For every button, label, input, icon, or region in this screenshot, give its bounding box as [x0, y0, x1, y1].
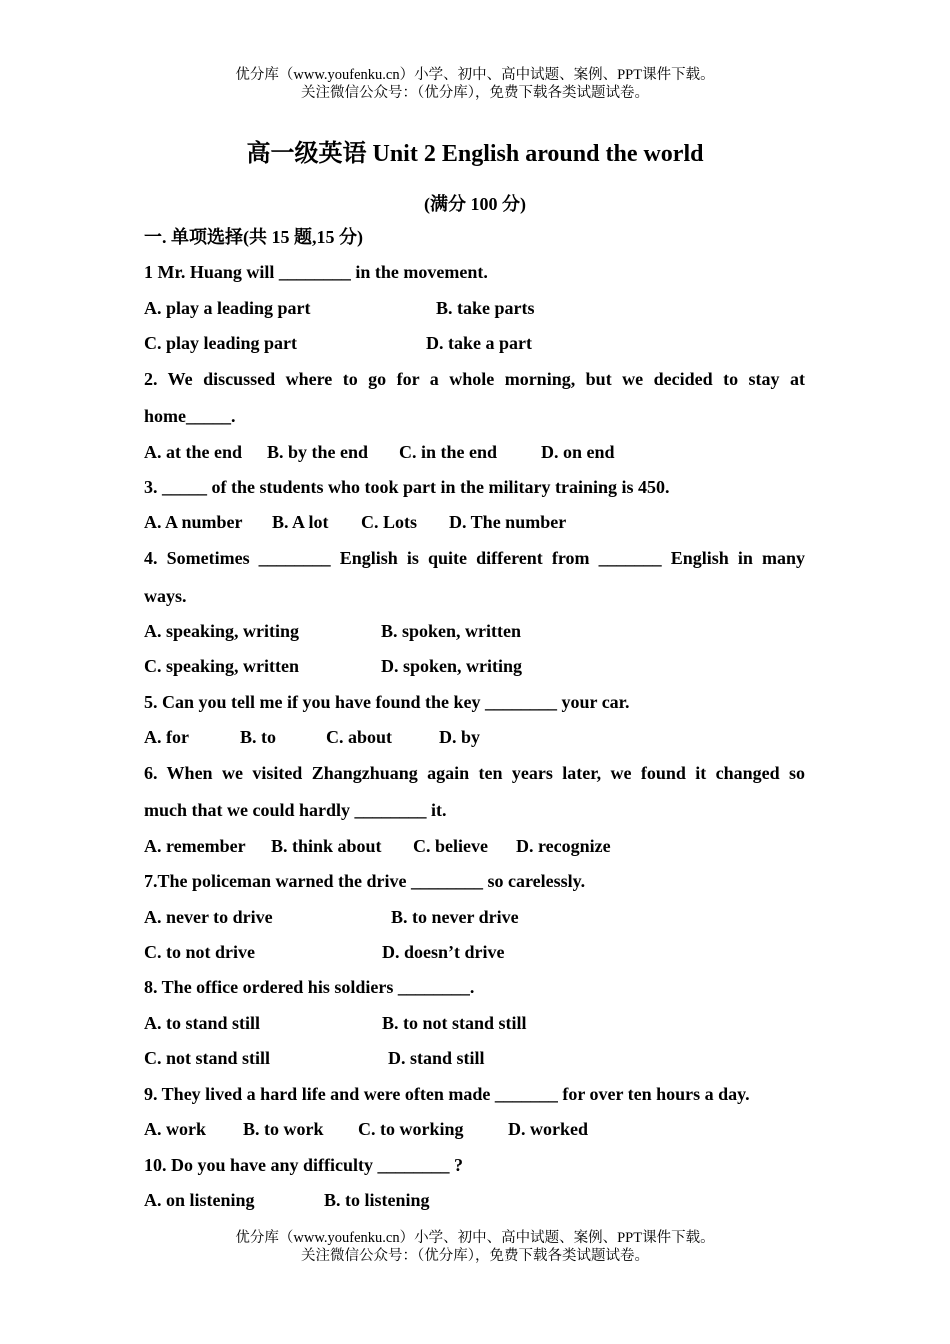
- question-9-option-d[interactable]: D. worked: [508, 1119, 588, 1139]
- question-4-option-d[interactable]: D. spoken, writing: [381, 656, 523, 676]
- question-7-option-b[interactable]: B. to never drive: [391, 907, 519, 927]
- question-9-option-c[interactable]: C. to working: [358, 1119, 464, 1139]
- question-9-option-a[interactable]: A. work: [144, 1119, 206, 1139]
- question-8-option-c[interactable]: C. not stand still: [144, 1048, 271, 1068]
- question-2-option-d[interactable]: D. on end: [541, 442, 615, 462]
- question-7-stem: 7.The policeman warned the drive ________ so carelessly.: [144, 871, 586, 891]
- question-4-option-b[interactable]: B. spoken, written: [381, 621, 522, 641]
- question-8-option-d[interactable]: D. stand still: [388, 1048, 485, 1068]
- footer-line-1: 优分库（www.youfenku.cn）小学、初中、高中试题、案例、PPT课件下载。: [235, 1230, 715, 1246]
- question-3-option-a[interactable]: A. A number: [144, 512, 243, 532]
- question-8-stem: 8. The office ordered his soldiers ________.: [144, 977, 475, 997]
- page-footer: [0, 1229, 950, 1265]
- question-10-option-a[interactable]: A. on listening: [144, 1190, 255, 1210]
- question-6-option-a[interactable]: A. remember: [144, 836, 246, 856]
- question-2-stem-line-1: 2. We discussed where to go for a whole morning, but we decided to stay at: [144, 369, 805, 389]
- question-6-option-d[interactable]: D. recognize: [516, 836, 611, 856]
- question-6-option-c[interactable]: C. believe: [413, 836, 488, 856]
- question-5-stem: 5. Can you tell me if you have found the key ________ your car.: [144, 692, 630, 712]
- question-3-option-d[interactable]: D. The number: [449, 512, 567, 532]
- question-5-option-a[interactable]: A. for: [144, 727, 189, 747]
- question-10-option-b[interactable]: B. to listening: [324, 1190, 430, 1210]
- page-title: 高一级英语 Unit 2 English around the world: [246, 141, 704, 167]
- question-7-option-d[interactable]: D. doesn’t drive: [382, 942, 505, 962]
- question-1-option-a[interactable]: A. play a leading part: [144, 298, 311, 318]
- header-line-2: 关注微信公众号：（优分库），免费下载各类试题试卷。: [301, 85, 649, 101]
- question-1-stem: 1 Mr. Huang will ________ in the movement.: [144, 262, 488, 282]
- question-6-stem-line-2: much that we could hardly ________ it.: [144, 800, 447, 820]
- question-9-stem: 9. They lived a hard life and were often made _______ for over ten hours a day.: [144, 1084, 750, 1104]
- question-8-option-b[interactable]: B. to not stand still: [382, 1013, 527, 1033]
- question-2-option-c[interactable]: C. in the end: [399, 442, 498, 462]
- section-heading: 一. 单项选择(共 15 题,15 分): [144, 227, 363, 247]
- question-2-stem-line-2: home_____.: [144, 406, 236, 426]
- question-5-option-b[interactable]: B. to: [240, 727, 276, 747]
- question-4-stem-line-1: 4. Sometimes ________ English is quite different from _______ English in many: [144, 548, 805, 568]
- question-3-option-b[interactable]: B. A lot: [272, 512, 329, 532]
- question-6-option-b[interactable]: B. think about: [271, 836, 382, 856]
- question-3-stem: 3. _____ of the students who took part in the military training is 450.: [144, 477, 670, 497]
- header-line-1: 优分库（www.youfenku.cn）小学、初中、高中试题、案例、PPT课件下载。: [235, 67, 715, 83]
- question-4-stem-line-2: ways.: [144, 586, 187, 606]
- question-2-option-b[interactable]: B. by the end: [267, 442, 369, 462]
- question-1-option-d[interactable]: D. take a part: [426, 333, 532, 353]
- question-1-option-b[interactable]: B. take parts: [436, 298, 535, 318]
- question-7-option-a[interactable]: A. never to drive: [144, 907, 273, 927]
- question-8-option-a[interactable]: A. to stand still: [144, 1013, 261, 1033]
- question-4-option-a[interactable]: A. speaking, writing: [144, 621, 300, 641]
- question-5-option-d[interactable]: D. by: [439, 727, 481, 747]
- page-header: [0, 66, 950, 102]
- question-3-option-c[interactable]: C. Lots: [361, 512, 418, 532]
- question-4-option-c[interactable]: C. speaking, written: [144, 656, 300, 676]
- question-10-stem: 10. Do you have any difficulty ________ ?: [144, 1155, 464, 1175]
- question-1-option-c[interactable]: C. play leading part: [144, 333, 298, 353]
- question-6-stem-line-1: 6. When we visited Zhangzhuang again ten years later, we found it changed so: [144, 763, 805, 783]
- question-9-option-b[interactable]: B. to work: [243, 1119, 324, 1139]
- question-5-option-c[interactable]: C. about: [326, 727, 393, 747]
- question-7-option-c[interactable]: C. to not drive: [144, 942, 255, 962]
- footer-line-2: 关注微信公众号：（优分库），免费下载各类试题试卷。: [301, 1248, 649, 1264]
- page-subtitle: (满分 100 分): [424, 194, 526, 214]
- question-2-option-a[interactable]: A. at the end: [144, 442, 242, 462]
